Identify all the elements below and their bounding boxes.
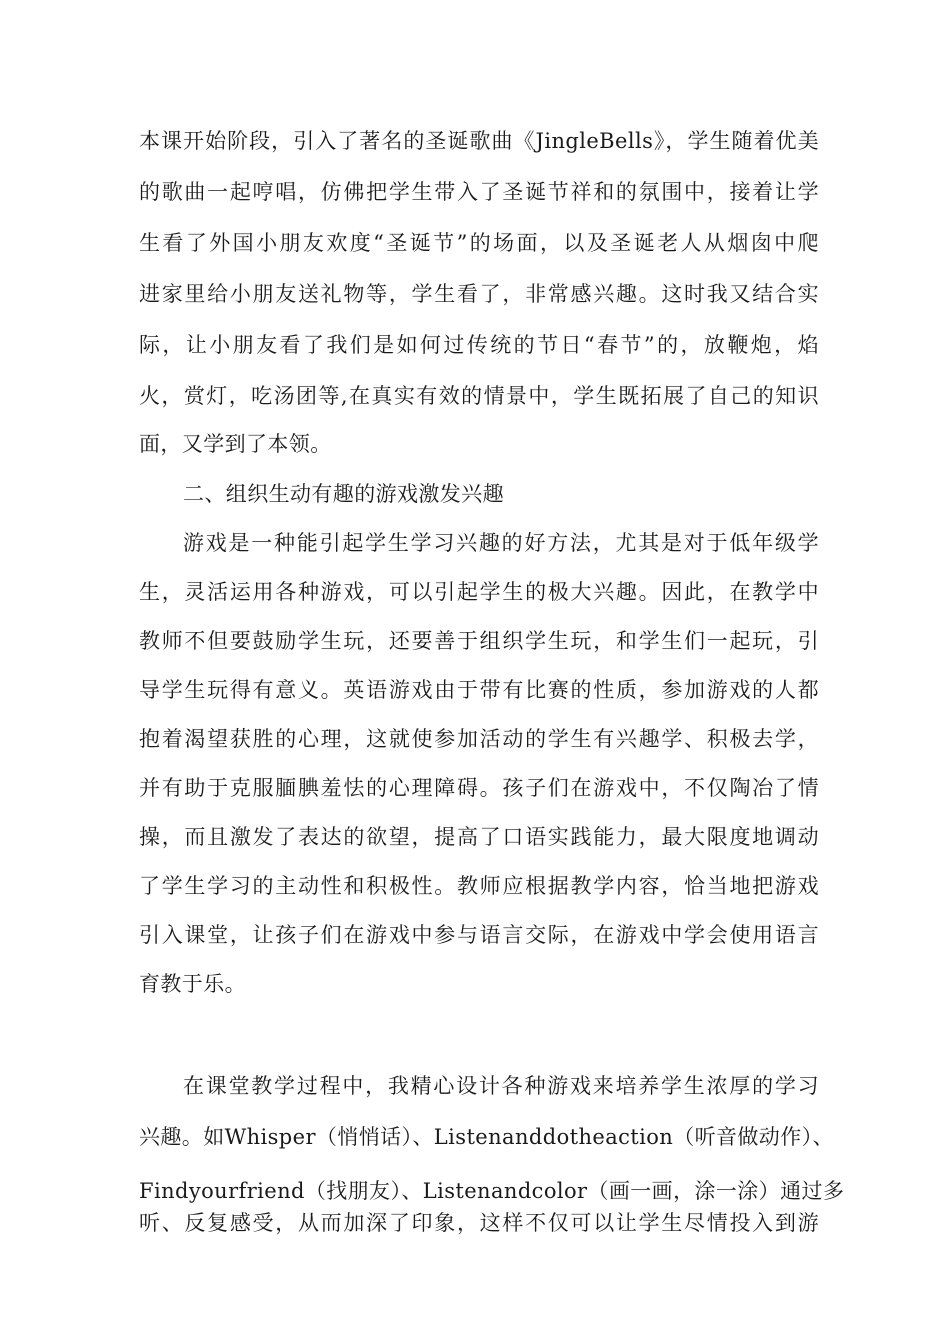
paragraph-2-line-8: 了学生学习的主动性和积极性。教师应根据教学内容，恰当地把游戏 (139, 874, 819, 898)
paragraph-1-line-5: 际，让小朋友看了我们是如何过传统的节日“春节”的，放鞭炮，焰 (139, 333, 819, 357)
paragraph-2-line-7: 操，而且激发了表达的欲望，提高了口语实践能力，最大限度地调动 (139, 825, 819, 849)
paragraph-1-line-7: 面，又学到了本领。 (139, 432, 332, 456)
paragraph-3-line-3: Findyourfriend（找朋友）、Listenandcolor（画一画，涂一涂）通过多 (139, 1179, 845, 1203)
paragraph-1-line-3: 生看了外国小朋友欢度“圣诞节”的场面，以及圣诞老人从烟囱中爬 (139, 231, 819, 255)
paragraph-2-line-5: 抱着渴望获胜的心理，这就使参加活动的学生有兴趣学、积极去学， (139, 727, 819, 751)
paragraph-1-line-4: 进家里给小朋友送礼物等，学生看了，非常感兴趣。这时我又结合实 (139, 282, 819, 306)
section-heading: 二、组织生动有趣的游戏激发兴趣 (183, 482, 504, 506)
paragraph-3-line-2: 兴趣。如Whisper（悄悄话）、Listenanddotheaction（听音做动作）、 (139, 1125, 834, 1149)
paragraph-2-line-9: 引入课堂，让孩子们在游戏中参与语言交际，在游戏中学会使用语言 (139, 923, 819, 947)
paragraph-2-line-4: 导学生玩得有意义。英语游戏由于带有比赛的性质，参加游戏的人都 (139, 678, 819, 702)
paragraph-3-line-4: 听、反复感受，从而加深了印象，这样不仅可以让学生尽情投入到游 (139, 1211, 819, 1235)
paragraph-2-line-3: 教师不但要鼓励学生玩，还要善于组织学生玩，和学生们一起玩，引 (139, 629, 819, 653)
paragraph-1-line-2: 的歌曲一起哼唱，仿佛把学生带入了圣诞节祥和的氛围中，接着让学 (139, 180, 819, 204)
paragraph-3-line-1: 在课堂教学过程中，我精心设计各种游戏来培养学生浓厚的学习 (183, 1074, 819, 1098)
paragraph-2-line-2: 生，灵活运用各种游戏，可以引起学生的极大兴趣。因此，在教学中 (139, 580, 819, 604)
paragraph-1-line-1: 本课开始阶段，引入了著名的圣诞歌曲《JingleBells》，学生随着优美 (139, 129, 819, 153)
paragraph-2-line-1: 游戏是一种能引起学生学习兴趣的好方法，尤其是对于低年级学 (183, 531, 819, 555)
paragraph-2-line-10: 育教于乐。 (139, 972, 246, 996)
paragraph-1-line-6: 火，赏灯，吃汤团等,在真实有效的情景中，学生既拓展了自己的知识 (139, 384, 819, 408)
paragraph-2-line-6: 并有助于克服腼腆羞怯的心理障碍。孩子们在游戏中，不仅陶冶了情 (139, 776, 819, 800)
